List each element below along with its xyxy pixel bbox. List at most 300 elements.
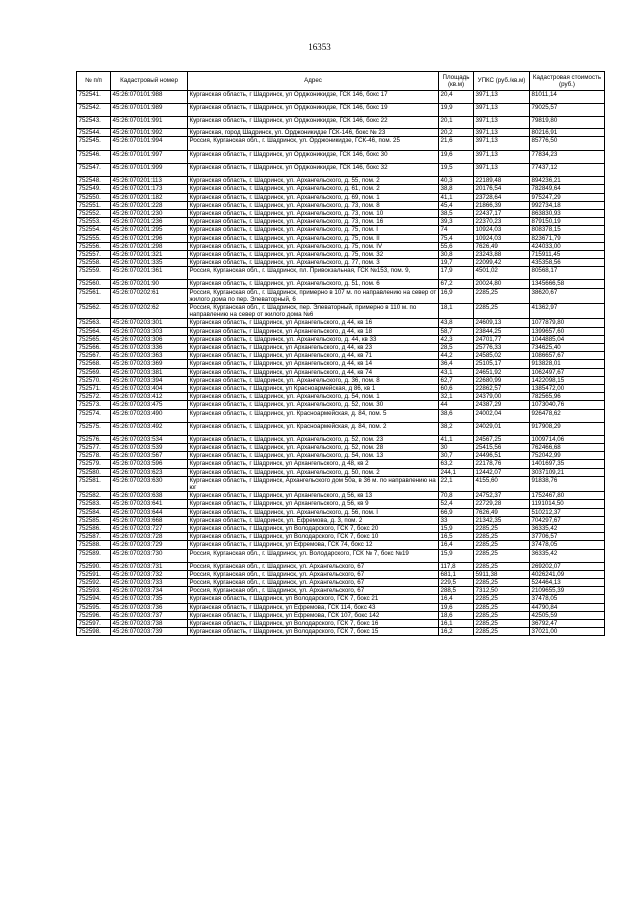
row-number-cell: 752565. [77,335,111,343]
row-number-cell: 752579. [77,460,111,468]
address-cell: Курганская область, г Шадринск, ул Архангельского, д 44, кв 23 [188,344,439,352]
upks-cell: 24585,02 [474,352,530,360]
table-row [77,492,605,500]
area-cell: 43,1 [439,368,474,376]
address-cell: Курганская область, г. Шадринск, ул. Архангельского, д. 75, пом. I [188,226,439,234]
row-number-cell: 752545. [77,137,111,151]
row-number-cell: 752556. [77,242,111,250]
row-number-cell: 752569. [77,368,111,376]
cadastral-value-cell: 80568,17 [530,267,605,280]
area-cell: 16,4 [439,595,474,603]
cadastral-number-cell: 45:26:070203:734 [111,587,188,595]
address-cell: Курганская область, г. Шадринск, ул. Ефремова, д. 3, пом. 2 [188,516,439,524]
table-row [77,344,605,352]
area-cell: 58,7 [439,327,474,335]
upks-cell: 4501,02 [474,267,530,280]
table-row [77,541,605,549]
cadastral-value-cell: 1073040,76 [530,401,605,409]
address-cell: Россия, Курганская обл., г. Шадринск, пер. Элеваторный, примерно в 110 м. по направлению на север от жилого дома №6 [188,304,439,319]
cadastral-value-cell: 1077879,80 [530,319,605,327]
table-row [77,393,605,401]
row-number-cell: 752553. [77,218,111,226]
table-row [77,628,605,636]
row-number-cell: 752557. [77,251,111,259]
row-number-cell: 752571. [77,385,111,393]
cadastral-number-cell: 45:26:070203:534 [111,435,188,443]
cadastral-number-cell: 45:26:070203:739 [111,628,188,636]
area-cell: 117,8 [439,562,474,570]
cadastral-number-cell: 45:26:070203:733 [111,578,188,586]
header-upks: УПКС (руб./кв.м) [474,72,530,91]
page-number: 16353 [308,42,331,52]
upks-cell: 2285,25 [474,524,530,532]
address-cell: Курганская, город Шадринск, ул. Орджоникидзе ГСК-146, бокс № 23 [188,129,439,137]
table-row [77,524,605,532]
area-cell: 16,9 [439,288,474,303]
area-cell: 19,6 [439,603,474,611]
cadastral-number-cell: 45:26:070101:994 [111,137,188,151]
cadastral-number-cell: 45:26:070201:335 [111,259,188,267]
area-cell: 38,2 [439,422,474,435]
table-row [77,533,605,541]
cadastral-number-cell: 45:26:070201:295 [111,226,188,234]
row-number-cell: 752592. [77,578,111,586]
cadastral-number-cell: 45:26:070203:638 [111,492,188,500]
upks-cell: 2285,25 [474,541,530,549]
upks-cell: 2285,25 [474,549,530,562]
cadastral-value-cell: 1385472,00 [530,385,605,393]
cadastral-value-cell: 36335,42 [530,549,605,562]
cadastral-value-cell: 269202,07 [530,562,605,570]
area-cell: 41,1 [439,435,474,443]
area-cell: 17,9 [439,267,474,280]
cadastral-number-cell: 45:26:070202:61 [111,288,188,303]
cadastral-value-cell: 782849,64 [530,185,605,193]
address-cell: Курганская область, г Шадринск, ул Ефремова, ГСК 74, бокс 12 [188,541,439,549]
address-cell: Курганская область, г. Шадринск, ул. Архангельского, д. 73, пом. 16 [188,218,439,226]
address-cell: Курганская область, г. Шадринск, ул. Архангельского, д. 75, пом. IV [188,242,439,250]
row-number-cell: 752590. [77,562,111,570]
table-row [77,549,605,562]
row-number-cell: 752598. [77,628,111,636]
row-number-cell: 752596. [77,611,111,619]
cadastral-value-cell: 782565,96 [530,393,605,401]
cadastral-number-cell: 45:26:070203:735 [111,595,188,603]
cadastral-number-cell: 45:26:070203:369 [111,360,188,368]
row-number-cell: 752560. [77,280,111,288]
address-cell: Курганская область, г. Шадринск, ул. Архангельского, д. 61, пом. 2 [188,185,439,193]
cadastral-value-cell: 823671,79 [530,234,605,242]
cadastral-number-cell: 45:26:070203:336 [111,344,188,352]
address-cell: Курганская область, г Шадринск, ул Красноармейская, д 86, кв 1 [188,385,439,393]
table-row [77,587,605,595]
upks-cell: 22099,42 [474,259,530,267]
upks-cell: 24496,51 [474,452,530,460]
upks-cell: 24651,92 [474,368,530,376]
upks-cell: 10924,03 [474,234,530,242]
table-row [77,562,605,570]
upks-cell: 24029,01 [474,422,530,435]
address-cell: Курганская область, г. Шадринск, ул. Архангельского, д. 51, пом. 6 [188,280,439,288]
row-number-cell: 752564. [77,327,111,335]
table-row [77,242,605,250]
row-number-cell: 752561. [77,288,111,303]
table-row [77,193,605,201]
area-cell: 28,5 [439,344,474,352]
upks-cell: 3971,13 [474,91,530,104]
cadastral-value-cell: 510212,37 [530,508,605,516]
cadastral-number-cell: 45:26:070203:492 [111,422,188,435]
address-cell: Курганская область, г Шадринск, ул Володарского, ГСК 7, бокс 15 [188,628,439,636]
cadastral-value-cell: 992734,18 [530,201,605,209]
cadastral-number-cell: 45:26:070203:738 [111,619,188,627]
cadastral-value-cell: 1422098,15 [530,376,605,384]
area-cell: 67,2 [439,280,474,288]
upks-cell: 24701,77 [474,335,530,343]
area-cell: 38,6 [439,409,474,422]
cadastral-number-cell: 45:26:070201:236 [111,218,188,226]
cadastral-value-cell: 704297,67 [530,516,605,524]
upks-cell: 23243,88 [474,251,530,259]
address-cell: Россия, Курганская обл., г. Шадринск, ул. Володарского, ГСК № 7, бокс №19 [188,549,439,562]
address-cell: Курганская область, г. Шадринск, ул. Архангельского, д. 73, пом. 10 [188,210,439,218]
cadastral-value-cell: 1009714,06 [530,435,605,443]
row-number-cell: 752546. [77,151,111,164]
area-cell: 21,6 [439,137,474,151]
cadastral-value-cell: 1345666,58 [530,280,605,288]
row-number-cell: 752589. [77,549,111,562]
row-number-cell: 752587. [77,533,111,541]
cadastral-value-cell: 91838,76 [530,476,605,491]
row-number-cell: 752581. [77,476,111,491]
upks-cell: 2285,25 [474,603,530,611]
upks-cell: 7626,49 [474,508,530,516]
cadastral-value-cell: 734625,40 [530,344,605,352]
address-cell: Курганская область, г Шадринск, ул Орджоникидзе, ГСК 146, бокс 32 [188,164,439,177]
table-row [77,468,605,476]
table-row [77,368,605,376]
area-cell: 70,8 [439,492,474,500]
cadastral-number-cell: 45:26:070101:999 [111,164,188,177]
address-cell: Курганская область, г Шадринск, ул Ефремова, ГСК 107, бокс 142 [188,611,439,619]
cadastral-number-cell: 45:26:070201:321 [111,251,188,259]
table-row [77,422,605,435]
address-cell: Курганская область, г Шадринск, ул Архангельского, д 44, кв 74 [188,368,439,376]
table-row [77,603,605,611]
cadastral-number-cell: 45:26:070203:630 [111,476,188,491]
cadastral-value-cell: 81011,14 [530,91,605,104]
cadastral-number-cell: 45:26:070101:997 [111,151,188,164]
area-cell: 45,4 [439,201,474,209]
row-number-cell: 752551. [77,201,111,209]
table-row [77,376,605,384]
row-number-cell: 752570. [77,376,111,384]
upks-cell: 2285,25 [474,288,530,303]
header-cadastral-number: Кадастровый номер [111,72,188,91]
row-number-cell: 752566. [77,344,111,352]
upks-cell: 7312,50 [474,587,530,595]
table-row [77,435,605,443]
cadastral-value-cell: 435358,56 [530,259,605,267]
cadastral-number-cell: 45:26:070203:729 [111,541,188,549]
table-row [77,164,605,177]
cadastral-value-cell: 975247,29 [530,193,605,201]
row-number-cell: 752584. [77,508,111,516]
area-cell: 288,5 [439,587,474,595]
cadastral-value-cell: 808378,15 [530,226,605,234]
cadastral-registry-table [76,71,605,636]
cadastral-value-cell: 894236,21 [530,177,605,185]
address-cell: Курганская область, г. Шадринск, ул. Архангельского, д. 75, пом. II [188,234,439,242]
row-number-cell: 752588. [77,541,111,549]
table-row [77,570,605,578]
table-row [77,117,605,129]
area-cell: 20,1 [439,117,474,129]
cadastral-number-cell: 45:26:070203:539 [111,443,188,451]
table-row [77,578,605,586]
upks-cell: 5911,38 [474,570,530,578]
upks-cell: 2285,25 [474,595,530,603]
table-row [77,201,605,209]
area-cell: 39,3 [439,218,474,226]
row-number-cell: 752582. [77,492,111,500]
cadastral-number-cell: 45:26:070203:567 [111,452,188,460]
cadastral-value-cell: 1191014,50 [530,500,605,508]
cadastral-number-cell: 45:26:070201:361 [111,267,188,280]
address-cell: Курганская область, г. Шадринск, ул. Архангельского, д. 54, пом. 13 [188,452,439,460]
cadastral-value-cell: 77834,23 [530,151,605,164]
area-cell: 16,5 [439,533,474,541]
address-cell: Россия, Курганская обл., г. Шадринск, ул. Архангельского, 67 [188,562,439,570]
cadastral-number-cell: 45:26:070203:732 [111,570,188,578]
upks-cell: 2285,25 [474,578,530,586]
upks-cell: 22370,23 [474,218,530,226]
cadastral-value-cell: 4026241,09 [530,570,605,578]
table-row [77,259,605,267]
table-row [77,267,605,280]
upks-cell: 20176,54 [474,185,530,193]
row-number-cell: 752552. [77,210,111,218]
upks-cell: 24609,13 [474,319,530,327]
table-row [77,319,605,327]
upks-cell: 21342,35 [474,516,530,524]
upks-cell: 2285,25 [474,304,530,319]
address-cell: Курганская область, г Шадринск, ул Володарского, ГСК 7, бокс 20 [188,524,439,532]
cadastral-value-cell: 44790,84 [530,603,605,611]
cadastral-number-cell: 45:26:070101:988 [111,91,188,104]
row-number-cell: 752593. [77,587,111,595]
upks-cell: 2285,25 [474,533,530,541]
row-number-cell: 752549. [77,185,111,193]
upks-cell: 20024,80 [474,280,530,288]
row-number-cell: 752591. [77,570,111,578]
upks-cell: 23844,25 [474,327,530,335]
area-cell: 18,1 [439,304,474,319]
address-cell: Курганская область, г. Шадринск, ул. Красноармейская, д. 84, пом. 5 [188,409,439,422]
address-cell: Курганская область, г. Шадринск, ул. Архангельского, д. 56, пом. I [188,508,439,516]
table-row [77,234,605,242]
cadastral-value-cell: 879150,19 [530,218,605,226]
area-cell: 19,5 [439,164,474,177]
row-number-cell: 752597. [77,619,111,627]
cadastral-value-cell: 41362,97 [530,304,605,319]
area-cell: 60,6 [439,385,474,393]
cadastral-value-cell: 424033,00 [530,242,605,250]
upks-cell: 24379,00 [474,393,530,401]
cadastral-number-cell: 45:26:070203:737 [111,611,188,619]
table-row [77,129,605,137]
address-cell: Курганская область, г. Шадринск, ул. Архангельского, д. 73, пом. 8 [188,201,439,209]
address-cell: Курганская область, г Шадринск, ул Архангельского, д 44, кв 18 [188,327,439,335]
area-cell: 22,1 [439,476,474,491]
upks-cell: 24387,29 [474,401,530,409]
area-cell: 63,2 [439,460,474,468]
address-cell: Курганская область, г. Шадринск, ул. Архангельского, д. 52, пом. 23 [188,435,439,443]
table-row [77,137,605,151]
upks-cell: 4155,60 [474,476,530,491]
area-cell: 40,3 [439,177,474,185]
upks-cell: 2285,25 [474,611,530,619]
area-cell: 20,2 [439,129,474,137]
area-cell: 66,9 [439,508,474,516]
table-row [77,280,605,288]
area-cell: 15,9 [439,549,474,562]
upks-cell: 2285,25 [474,562,530,570]
row-number-cell: 752573. [77,401,111,409]
cadastral-value-cell: 79025,57 [530,104,605,117]
upks-cell: 7626,49 [474,242,530,250]
cadastral-number-cell: 45:26:070201:113 [111,177,188,185]
cadastral-number-cell: 45:26:070101:989 [111,104,188,117]
area-cell: 19,9 [439,104,474,117]
address-cell: Курганская область, г Шадринск, ул Ефремова, ГСК 114, бокс 43 [188,603,439,611]
area-cell: 16,2 [439,628,474,636]
table-row [77,91,605,104]
cadastral-value-cell: 3037109,21 [530,468,605,476]
table-row [77,476,605,491]
cadastral-value-cell: 926478,62 [530,409,605,422]
upks-cell: 22189,48 [474,177,530,185]
cadastral-number-cell: 45:26:070203:301 [111,319,188,327]
area-cell: 43,8 [439,319,474,327]
cadastral-number-cell: 45:26:070203:731 [111,562,188,570]
row-number-cell: 752542. [77,104,111,117]
cadastral-number-cell: 45:26:070203:490 [111,409,188,422]
cadastral-number-cell: 45:26:070201:182 [111,193,188,201]
cadastral-number-cell: 45:26:070203:306 [111,335,188,343]
upks-cell: 24567,25 [474,435,530,443]
table-row [77,304,605,319]
address-cell: Курганская область, г Шадринск, ул Орджоникидзе, ГСК 146, бокс 22 [188,117,439,129]
area-cell: 20,4 [439,91,474,104]
cadastral-value-cell: 36335,42 [530,524,605,532]
address-cell: Россия, Курганская обл., г. Шадринск, ул. Архангельского, 67 [188,570,439,578]
cadastral-value-cell: 1044885,04 [530,335,605,343]
cadastral-number-cell: 45:26:070202:62 [111,304,188,319]
row-number-cell: 752572. [77,393,111,401]
upks-cell: 25415,56 [474,443,530,451]
table-row [77,409,605,422]
table-row [77,352,605,360]
area-cell: 19,7 [439,259,474,267]
table-row [77,327,605,335]
row-number-cell: 752580. [77,468,111,476]
upks-cell: 24002,04 [474,409,530,422]
address-cell: Россия, Курганская обл., г. Шадринск, ул. Архангельского, 67 [188,587,439,595]
cadastral-value-cell: 1399657,60 [530,327,605,335]
cadastral-value-cell: 715911,45 [530,251,605,259]
area-cell: 30 [439,443,474,451]
row-number-cell: 752548. [77,177,111,185]
cadastral-value-cell: 85776,50 [530,137,605,151]
row-number-cell: 752577. [77,443,111,451]
row-number-cell: 752559. [77,267,111,280]
address-cell: Россия, Курганская обл., г. Шадринск, ул. Архангельского, 67 [188,578,439,586]
cadastral-number-cell: 45:26:070203:363 [111,352,188,360]
area-cell: 62,7 [439,376,474,384]
area-cell: 33 [439,516,474,524]
area-cell: 52,4 [439,500,474,508]
upks-cell: 3971,13 [474,104,530,117]
upks-cell: 3971,13 [474,164,530,177]
address-cell: Курганская область, г Шадринск, ул Володарского, ГСК 7, бокс 21 [188,595,439,603]
row-number-cell: 752568. [77,360,111,368]
area-cell: 44,2 [439,352,474,360]
upks-cell: 25105,17 [474,360,530,368]
row-number-cell: 752585. [77,516,111,524]
address-cell: Курганская область, г. Шадринск, ул. Архангельского, д. 75, пом. 32 [188,251,439,259]
area-cell: 681,1 [439,570,474,578]
area-cell: 229,5 [439,578,474,586]
table-row [77,611,605,619]
upks-cell: 2285,25 [474,628,530,636]
table-row [77,335,605,343]
table-body [77,91,605,636]
address-cell: Курганская область, г. Шадринск, ул. Архангельского, д. 55, пом. 2 [188,177,439,185]
table-row [77,288,605,303]
upks-cell: 2285,25 [474,619,530,627]
address-cell: Курганская область, г. Шадринск, ул. Архангельского, д. 50, пом. 2 [188,468,439,476]
address-cell: Курганская область, г Шадринск, ул Орджоникидзе, ГСК 146, бокс 17 [188,91,439,104]
cadastral-number-cell: 45:26:070201:90 [111,280,188,288]
address-cell: Россия, Курганская обл., г. Шадринск, пл. Привокзальная, ГСК №153, пом. 9, [188,267,439,280]
cadastral-value-cell: 77437,12 [530,164,605,177]
table-row [77,360,605,368]
upks-cell: 24752,37 [474,492,530,500]
upks-cell: 12442,07 [474,468,530,476]
address-cell: Курганская область, г Шадринск, Архангельского дом 50а, в 36 м. по направлению на юг [188,476,439,491]
row-number-cell: 752583. [77,500,111,508]
cadastral-number-cell: 45:26:070203:641 [111,500,188,508]
upks-cell: 22178,76 [474,460,530,468]
address-cell: Курганская область, г. Шадринск, ул. Архангельского, д. 36, пом. 8 [188,376,439,384]
cadastral-number-cell: 45:26:070201:173 [111,185,188,193]
upks-cell: 25776,33 [474,344,530,352]
area-cell: 19,6 [439,151,474,164]
row-number-cell: 752547. [77,164,111,177]
row-number-cell: 752567. [77,352,111,360]
area-cell: 32,1 [439,393,474,401]
upks-cell: 22680,99 [474,376,530,384]
area-cell: 15,9 [439,524,474,532]
address-cell: Курганская область, г Шадринск, ул Архангельского, д 48, кв 2 [188,460,439,468]
cadastral-value-cell: 1062497,67 [530,368,605,376]
table-row [77,443,605,451]
upks-cell: 3971,13 [474,117,530,129]
cadastral-number-cell: 45:26:070203:412 [111,393,188,401]
cadastral-number-cell: 45:26:070203:623 [111,468,188,476]
cadastral-number-cell: 45:26:070203:668 [111,516,188,524]
